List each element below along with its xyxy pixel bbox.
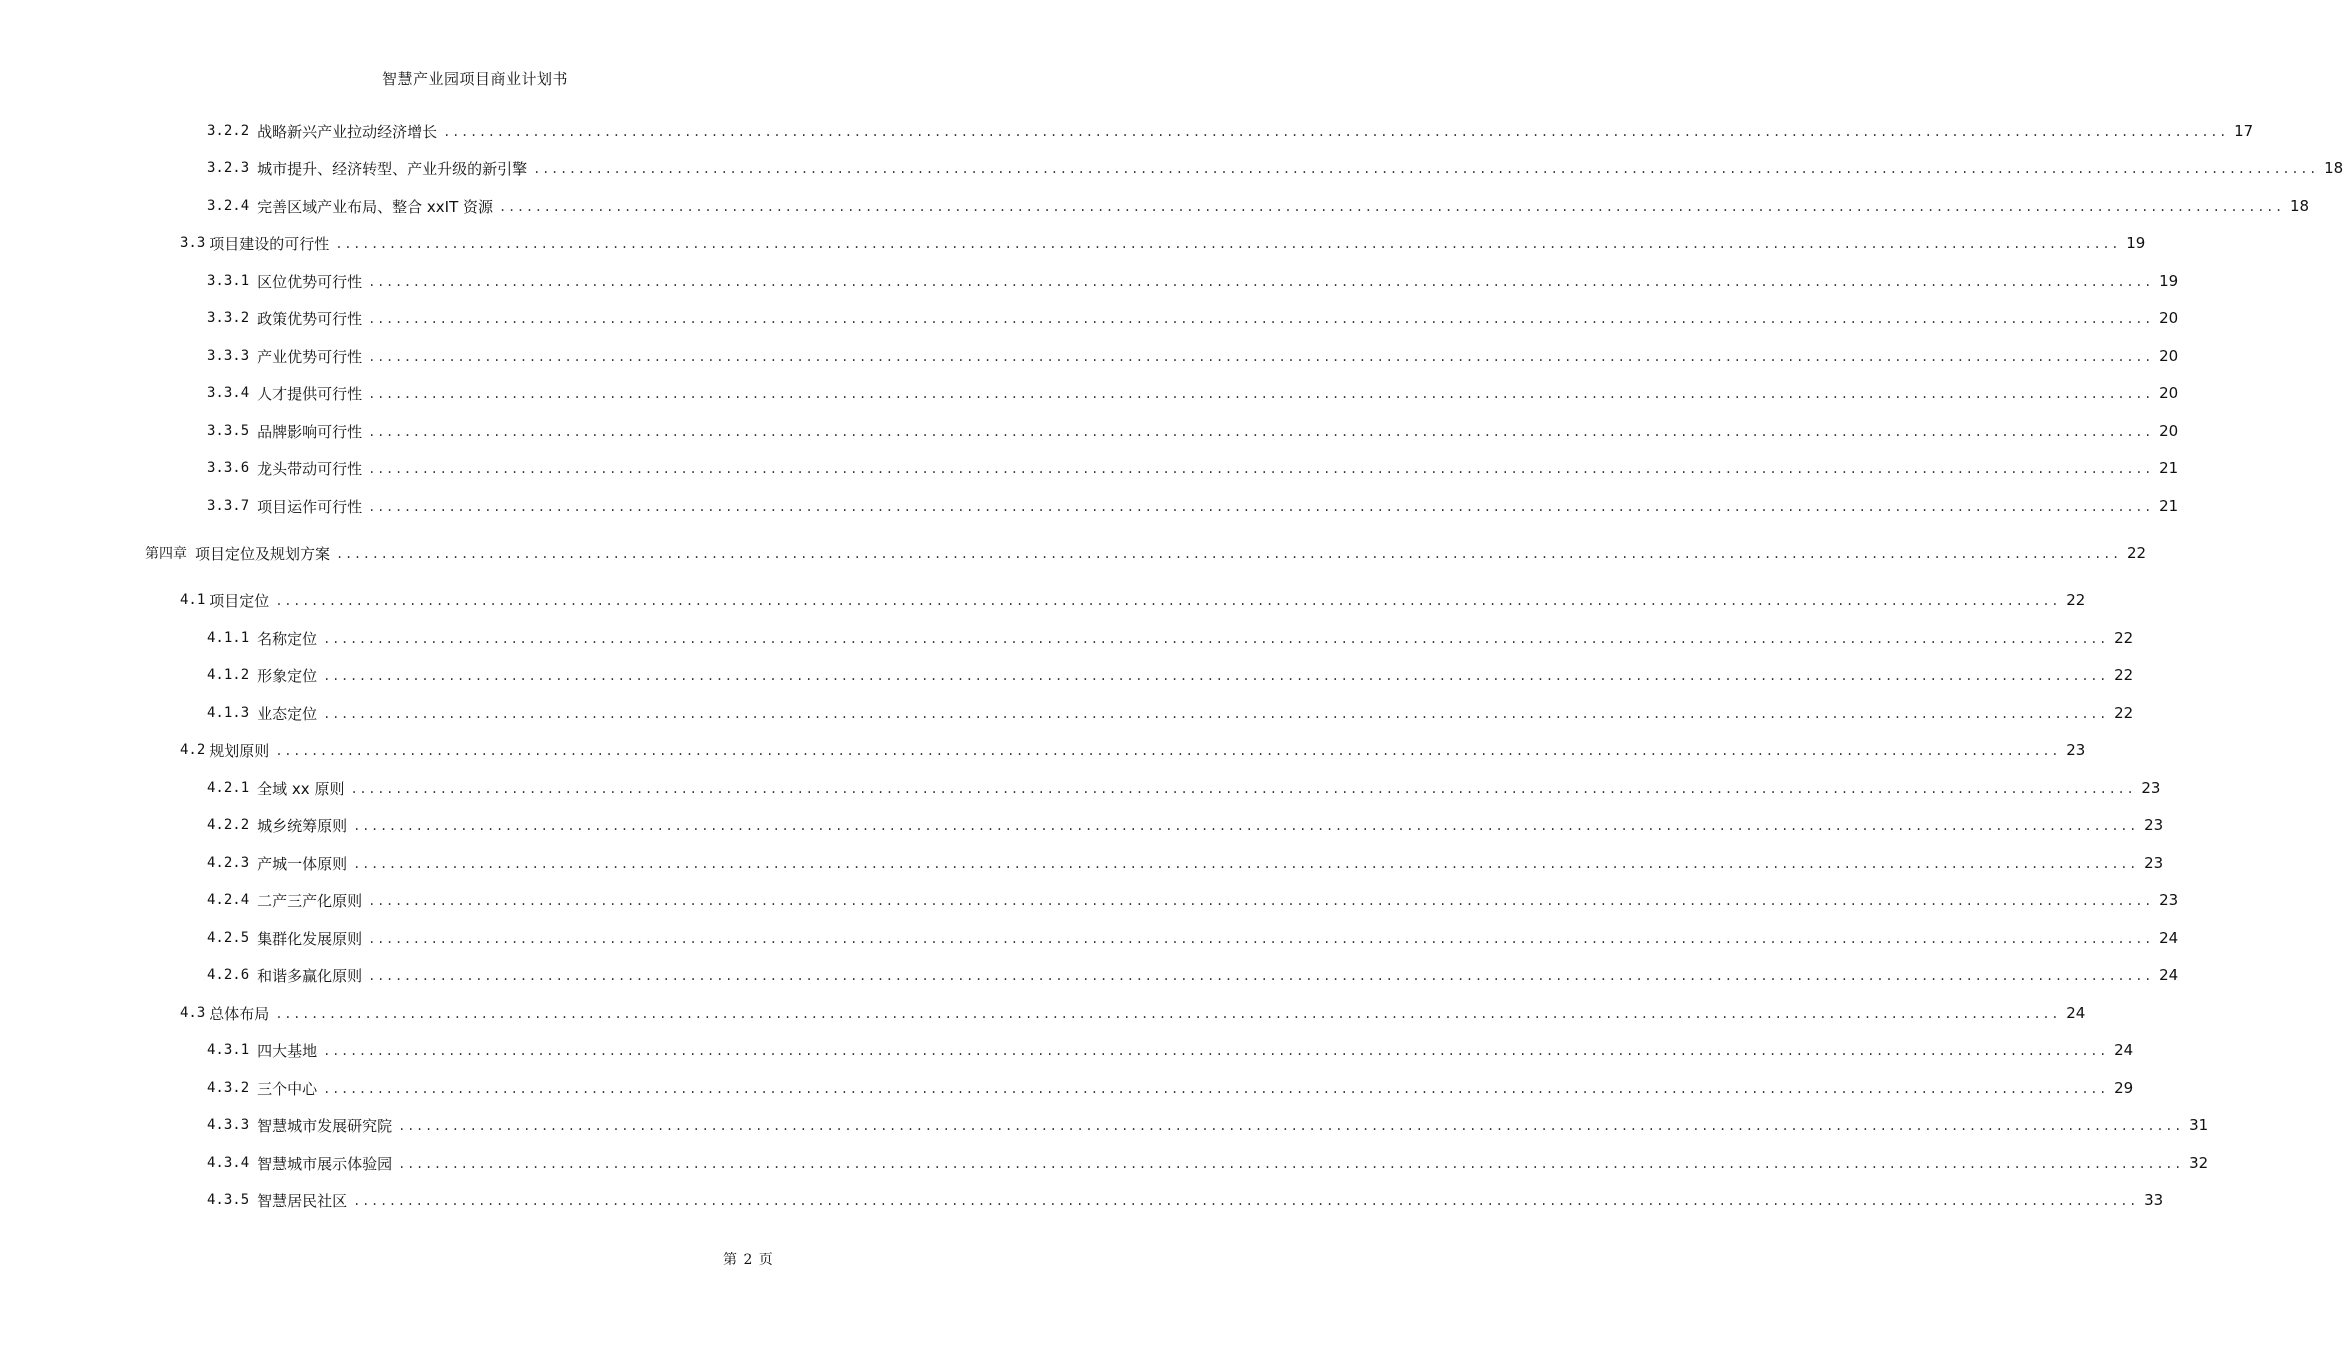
toc-leader-dots: ........................................................................................................................................................................................................ (368, 350, 2154, 364)
toc-leader-dots: ........................................................................................................................................................................................................ (368, 275, 2154, 289)
toc-entry-title: 项目建设的可行性 (209, 234, 330, 253)
toc-entry[interactable] (207, 701, 2134, 725)
toc-entry-number: 4.3.4 (207, 1155, 250, 1171)
page-header-title: 智慧产业园项目商业计划书 (381, 70, 568, 88)
toc-entry-number: 4.1.2 (207, 667, 250, 683)
toc-entry-title: 项目定位及规划方案 (195, 544, 331, 563)
toc-leader-dots: ........................................................................................................................................................................................................ (533, 162, 2319, 176)
toc-entry-page: 23 (2159, 891, 2179, 909)
toc-entry-number: 4.2.2 (207, 817, 250, 833)
toc-entry-page: 22 (2126, 544, 2147, 562)
toc-entry-title: 龙头带动可行性 (257, 459, 363, 478)
toc-entry-title: 形象定位 (257, 666, 318, 685)
toc-entry-title: 产城一体原则 (257, 854, 348, 873)
toc-entry[interactable] (180, 231, 2146, 255)
toc-entry-number: 4.2.5 (207, 930, 250, 946)
toc-entry-number: 3.3.6 (207, 460, 250, 476)
toc-entry-page: 20 (2159, 422, 2179, 440)
toc-leader-dots: ........................................................................................................................................................................................................ (398, 1119, 2184, 1133)
toc-entry[interactable] (207, 851, 2164, 875)
toc-entry-page: 20 (2159, 309, 2179, 327)
toc-entry-page: 23 (2144, 854, 2164, 872)
toc-leader-dots: ........................................................................................................................................................................................................ (353, 857, 2139, 871)
toc-leader-dots: ........................................................................................................................................................................................................ (368, 969, 2154, 983)
toc-entry-number: 4.1.3 (207, 705, 250, 721)
toc-entry-title: 业态定位 (257, 704, 318, 723)
toc-leader-dots: ........................................................................................................................................................................................................ (275, 1007, 2061, 1021)
toc-entry-number: 第四章 (145, 546, 187, 562)
toc-entry-number: 4.1 (180, 592, 206, 608)
toc-entry-page: 22 (2114, 629, 2134, 647)
toc-leader-dots: ........................................................................................................................................................................................................ (368, 312, 2154, 326)
toc-entry-title: 人才提供可行性 (257, 384, 363, 403)
toc-entry[interactable] (207, 813, 2164, 837)
toc-leader-dots: ........................................................................................................................................................................................................ (368, 425, 2154, 439)
toc-entry-title: 品牌影响可行性 (257, 422, 363, 441)
toc-entry-page: 19 (2159, 272, 2179, 290)
toc-entry[interactable] (180, 588, 2086, 612)
toc-entry-page: 24 (2066, 1004, 2086, 1022)
toc-entry[interactable] (207, 1113, 2209, 1137)
toc-entry-page: 32 (2189, 1154, 2209, 1172)
toc-entry[interactable] (207, 306, 2179, 330)
toc-entry-page: 24 (2159, 966, 2179, 984)
toc-leader-dots: ........................................................................................................................................................................................................ (368, 387, 2154, 401)
toc-entry-page: 31 (2189, 1116, 2209, 1134)
toc-entry-title: 全域 xx 原则 (257, 779, 345, 798)
toc-entry-title: 产业优势可行性 (257, 347, 363, 366)
toc-entry-page: 23 (2066, 741, 2086, 759)
toc-entry-title: 三个中心 (257, 1079, 318, 1098)
toc-leader-dots: ........................................................................................................................................................................................................ (275, 594, 2061, 608)
toc-entry-page: 23 (2141, 779, 2161, 797)
toc-entry-number: 4.2.4 (207, 892, 250, 908)
toc-entry-number: 4.3.1 (207, 1042, 250, 1058)
toc-entry-page: 18 (2289, 197, 2310, 215)
toc-entry-number: 4.3.5 (207, 1192, 250, 1208)
toc-entry[interactable] (207, 156, 2343, 180)
toc-entry-title: 项目定位 (209, 591, 270, 610)
toc-entry-title: 项目运作可行性 (257, 497, 363, 516)
toc-entry-number: 3.2.3 (207, 160, 250, 176)
toc-entry[interactable] (207, 626, 2134, 650)
toc-entry-title: 二产三产化原则 (257, 891, 363, 910)
toc-entry[interactable] (180, 1001, 2086, 1025)
toc-leader-dots: ........................................................................................................................................................................................................ (398, 1157, 2184, 1171)
toc-entry-number: 3.3.4 (207, 385, 250, 401)
toc-leader-dots: ........................................................................................................................................................................................................ (368, 894, 2154, 908)
toc-entry[interactable] (207, 269, 2179, 293)
toc-entry-number: 3.2.2 (207, 123, 250, 139)
toc-entry[interactable] (207, 381, 2179, 405)
toc-entry[interactable] (207, 926, 2179, 950)
toc-entry-number: 3.3 (180, 235, 206, 251)
toc-entry-title: 城市提升、经济转型、产业升级的新引擎 (257, 159, 528, 178)
toc-entry-title: 规划原则 (209, 741, 270, 760)
toc-entry-title: 区位优势可行性 (257, 272, 363, 291)
toc-entry[interactable] (207, 119, 2254, 143)
toc-entry[interactable] (207, 776, 2161, 800)
toc-entry-page: 22 (2114, 704, 2134, 722)
toc-leader-dots: ........................................................................................................................................................................................................ (368, 932, 2154, 946)
toc-entry[interactable] (207, 963, 2179, 987)
toc-entry[interactable] (207, 1151, 2209, 1175)
toc-entry-number: 3.3.7 (207, 498, 250, 514)
toc-entry-number: 4.2 (180, 742, 206, 758)
toc-leader-dots: ........................................................................................................................................................................................................ (323, 1082, 2109, 1096)
toc-entry-page: 24 (2159, 929, 2179, 947)
toc-entry-title: 城乡统筹原则 (257, 816, 348, 835)
toc-entry-page: 23 (2144, 816, 2164, 834)
toc-entry-number: 3.3.1 (207, 273, 250, 289)
toc-entry-number: 3.2.4 (207, 198, 250, 214)
toc-entry-page: 22 (2114, 666, 2134, 684)
toc-entry-title: 集群化发展原则 (257, 929, 363, 948)
toc-entry-number: 3.3.2 (207, 310, 250, 326)
toc-leader-dots: ........................................................................................................................................................................................................ (323, 669, 2109, 683)
toc-entry[interactable] (207, 344, 2179, 368)
toc-entry-page: 17 (2234, 122, 2254, 140)
toc-entry-page: 21 (2159, 459, 2179, 477)
toc-entry[interactable] (207, 1188, 2164, 1212)
toc-entry-page: 21 (2159, 497, 2179, 515)
toc-leader-dots: ........................................................................................................................................................................................................ (275, 744, 2061, 758)
toc-leader-dots: ........................................................................................................................................................................................................ (336, 547, 2121, 561)
toc-entry-page: 24 (2114, 1041, 2134, 1059)
toc-entry-title: 总体布局 (209, 1004, 270, 1023)
toc-entry-title: 名称定位 (257, 629, 318, 648)
toc-entry-title: 智慧城市发展研究院 (257, 1116, 393, 1135)
toc-entry-title: 完善区域产业布局、整合 xxIT 资源 (257, 197, 494, 216)
toc-entry-number: 4.3.3 (207, 1117, 250, 1133)
toc-leader-dots: ........................................................................................................................................................................................................ (323, 1044, 2109, 1058)
toc-entry[interactable] (207, 663, 2134, 687)
toc-entry-page: 22 (2066, 591, 2086, 609)
page-number: 第 2 页 (723, 1252, 773, 1268)
toc-entry-page: 20 (2159, 347, 2179, 365)
toc-entry-title: 智慧居民社区 (257, 1191, 348, 1210)
toc-entry-page: 18 (2324, 159, 2343, 177)
toc-leader-dots: ........................................................................................................................................................................................................ (323, 707, 2109, 721)
toc-entry-number: 4.3 (180, 1005, 206, 1021)
toc-entry-title: 政策优势可行性 (257, 309, 363, 328)
toc-entry[interactable] (207, 456, 2179, 480)
toc-entry-title: 战略新兴产业拉动经济增长 (257, 122, 438, 141)
toc-entry-number: 4.3.2 (207, 1080, 250, 1096)
toc-leader-dots: ........................................................................................................................................................................................................ (353, 819, 2139, 833)
toc-entry-number: 4.2.6 (207, 967, 250, 983)
toc-leader-dots: ........................................................................................................................................................................................................ (350, 782, 2136, 796)
toc-entry-page: 20 (2159, 384, 2179, 402)
toc-entry-number: 4.1.1 (207, 630, 250, 646)
toc-entry-title: 智慧城市展示体验园 (257, 1154, 393, 1173)
toc-entry[interactable] (207, 194, 2310, 218)
toc-entry[interactable] (207, 1038, 2134, 1062)
toc-leader-dots: ........................................................................................................................................................................................................ (368, 500, 2154, 514)
toc-entry-number: 3.3.3 (207, 348, 250, 364)
toc-leader-dots: ........................................................................................................................................................................................................ (499, 200, 2284, 214)
toc-entry[interactable] (207, 1076, 2134, 1100)
toc-leader-dots: ........................................................................................................................................................................................................ (335, 237, 2121, 251)
toc-entry-page: 29 (2114, 1079, 2134, 1097)
toc-leader-dots: ........................................................................................................................................................................................................ (323, 632, 2109, 646)
toc-entry-number: 3.3.5 (207, 423, 250, 439)
toc-entry[interactable] (145, 541, 2147, 565)
toc-entry[interactable] (180, 738, 2086, 762)
toc-entry-title: 四大基地 (257, 1041, 318, 1060)
toc-leader-dots: ........................................................................................................................................................................................................ (443, 125, 2229, 139)
toc-entry-title: 和谐多赢化原则 (257, 966, 363, 985)
toc-entry[interactable] (207, 419, 2179, 443)
toc-entry-page: 19 (2126, 234, 2146, 252)
toc-entry-number: 4.2.1 (207, 780, 250, 796)
toc-leader-dots: ........................................................................................................................................................................................................ (353, 1194, 2139, 1208)
toc-entry-number: 4.2.3 (207, 855, 250, 871)
toc-entry-page: 33 (2144, 1191, 2164, 1209)
toc-entry[interactable] (207, 494, 2179, 518)
toc-leader-dots: ........................................................................................................................................................................................................ (368, 462, 2154, 476)
toc-entry[interactable] (207, 888, 2179, 912)
